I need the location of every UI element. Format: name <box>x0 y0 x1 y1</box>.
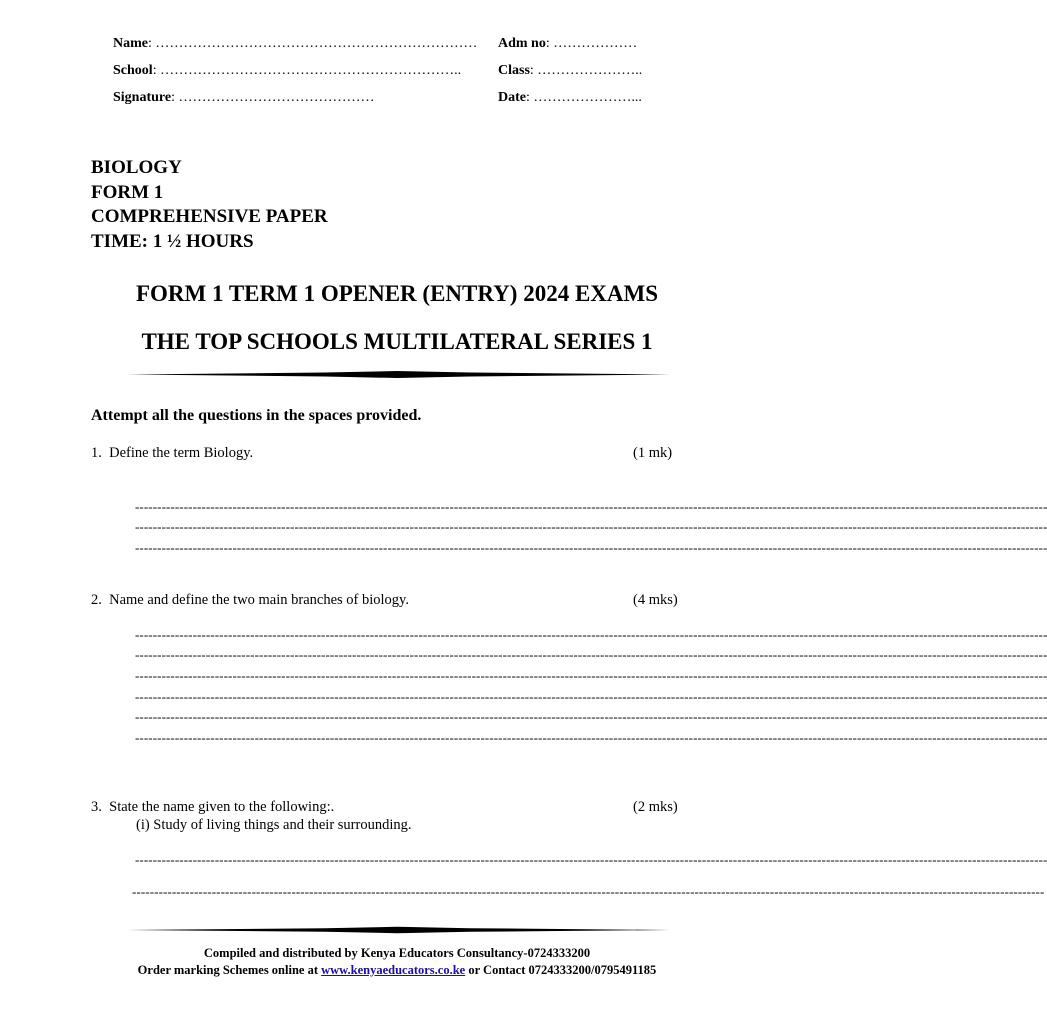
school-label: School <box>113 63 153 78</box>
title-divider <box>125 370 670 379</box>
footer-credit: Compiled and distributed by Kenya Educators Consultancy-0724333200 <box>203 946 591 960</box>
name-label: Name <box>113 36 148 51</box>
adm-no-label: Adm no <box>498 36 546 51</box>
question-1 <box>91 445 253 462</box>
instructions: Attempt all the questions in the spaces provided. <box>91 407 422 424</box>
answer-line[interactable]: -------------------------------------------------------------------------------------------------------------------------------------------------------------------------------------------------------------- <box>135 668 1047 683</box>
signature-dots: : …………………………………… <box>171 90 375 105</box>
question-text: Define the term Biology. <box>109 445 254 461</box>
footer-divider <box>125 926 670 934</box>
question-3-sub-i: (i) Study of living things and their surrounding. <box>136 817 412 833</box>
answer-line[interactable]: -------------------------------------------------------------------------------------------------------------------------------------------------------------------------------------------------------------- <box>135 540 1047 555</box>
answer-line[interactable]: -------------------------------------------------------------------------------------------------------------------------------------------------------------------------------------------------------------- <box>132 884 1045 899</box>
form-level: FORM 1 <box>91 181 164 203</box>
exam-title: FORM 1 TERM 1 OPENER (ENTRY) 2024 EXAMS <box>135 281 658 306</box>
footer-suffix: or Contact 0724333200/0795491185 <box>465 963 657 977</box>
adm-no-dots: : ……………… <box>545 36 638 51</box>
answer-line[interactable]: -------------------------------------------------------------------------------------------------------------------------------------------------------------------------------------------------------------- <box>135 519 1047 534</box>
subject: BIOLOGY <box>91 157 182 178</box>
question-3 <box>91 799 334 816</box>
question-number: 1. <box>91 445 102 461</box>
question-2-marks: (4 mks) <box>633 592 678 608</box>
adm-no-field <box>498 36 637 52</box>
question-text: State the name given to the following:. <box>109 799 335 815</box>
time-allowed: TIME: 1 ½ HOURS <box>91 230 254 252</box>
name-dots: : …………………………………………………………… <box>148 36 478 51</box>
footer-contact <box>12 963 782 978</box>
paper-name: COMPREHENSIVE PAPER <box>91 206 328 227</box>
class-dots: : ………………….. <box>529 63 643 78</box>
paper-info <box>91 156 328 254</box>
exam-series: THE TOP SCHOOLS MULTILATERAL SERIES 1 <box>141 329 653 354</box>
signature-field <box>113 90 374 106</box>
question-1-marks: (1 mk) <box>633 445 673 461</box>
question-number: 3. <box>91 799 102 815</box>
footer-prefix: Order marking Schemes online at <box>137 963 322 977</box>
answer-line[interactable]: -------------------------------------------------------------------------------------------------------------------------------------------------------------------------------------------------------------- <box>135 730 1047 745</box>
question-3-marks: (2 mks) <box>633 799 678 815</box>
answer-line[interactable]: -------------------------------------------------------------------------------------------------------------------------------------------------------------------------------------------------------------- <box>135 852 1047 867</box>
question-2 <box>91 592 409 609</box>
school-field <box>113 63 461 79</box>
answer-line[interactable]: -------------------------------------------------------------------------------------------------------------------------------------------------------------------------------------------------------------- <box>135 627 1047 642</box>
website-link[interactable]: www.kenyaeducators.co.ke <box>321 963 466 977</box>
date-field <box>498 90 642 106</box>
question-text: Name and define the two main branches of biology. <box>109 592 409 608</box>
name-field <box>113 36 477 52</box>
school-dots: : ……………………………………………………….. <box>152 63 462 78</box>
class-label: Class <box>498 63 530 78</box>
answer-line[interactable]: -------------------------------------------------------------------------------------------------------------------------------------------------------------------------------------------------------------- <box>135 709 1047 724</box>
date-dots: : …………………... <box>526 90 642 105</box>
signature-label: Signature <box>113 90 172 105</box>
date-label: Date <box>498 90 526 105</box>
class-field <box>498 63 642 79</box>
answer-line[interactable]: -------------------------------------------------------------------------------------------------------------------------------------------------------------------------------------------------------------- <box>135 499 1047 514</box>
answer-line[interactable]: -------------------------------------------------------------------------------------------------------------------------------------------------------------------------------------------------------------- <box>135 689 1047 704</box>
question-number: 2. <box>91 592 102 608</box>
answer-line[interactable]: -------------------------------------------------------------------------------------------------------------------------------------------------------------------------------------------------------------- <box>135 647 1047 662</box>
